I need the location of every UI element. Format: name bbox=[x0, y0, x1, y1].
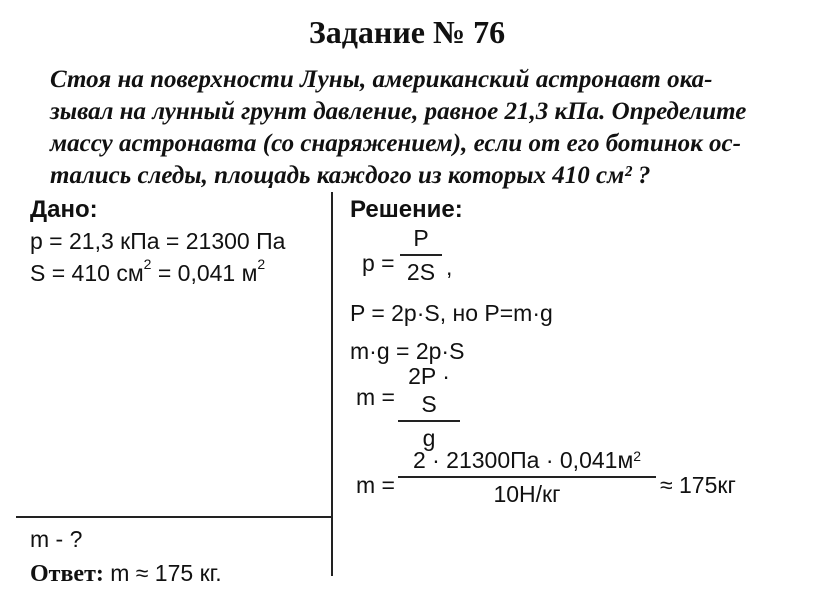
formula-4-denominator: g bbox=[422, 425, 436, 451]
formula-1-fraction bbox=[400, 224, 442, 286]
formula-5-result: ≈ 175кг bbox=[660, 472, 736, 498]
problem-text-line-3: массу астронавта (со снаряжением), если от его ботинок ос- bbox=[50, 130, 741, 157]
formula-5-fraction bbox=[398, 446, 656, 508]
formula-4-bar bbox=[398, 420, 460, 422]
formula-1-bar bbox=[400, 254, 442, 256]
formula-4-lhs: m = bbox=[356, 384, 395, 410]
formula-5-numerator-text: 2 · 21300Па · 0,041м bbox=[412, 447, 634, 473]
formula-3: m·g = 2p·S bbox=[350, 338, 465, 364]
formula-1-denominator: 2S bbox=[406, 259, 436, 285]
given-header: Дано: bbox=[30, 196, 98, 223]
given-area bbox=[30, 256, 266, 287]
problem-text-line-1: Стоя на поверхности Луны, американский астронавт ока- bbox=[50, 66, 713, 93]
formula-5-numerator bbox=[398, 446, 656, 474]
formula-1-numerator: P bbox=[413, 225, 429, 251]
given-area-exp-2: 2 bbox=[257, 256, 266, 272]
unknown-divider bbox=[16, 516, 332, 518]
formula-1-comma: , bbox=[446, 254, 453, 280]
problem-text-line-4: тались следы, площадь каждого из которых 410 см² ? bbox=[50, 162, 651, 189]
given-area-part-1: S = 410 см bbox=[30, 260, 144, 286]
given-pressure: p = 21,3 кПа = 21300 Па bbox=[30, 228, 286, 254]
formula-4-fraction bbox=[398, 362, 460, 452]
formula-5-denominator: 10Н/кг bbox=[493, 481, 561, 507]
formula-1-lhs: p = bbox=[362, 250, 395, 276]
given-area-part-2: = 0,041 м bbox=[151, 260, 258, 286]
answer-label: Ответ: bbox=[30, 561, 104, 587]
solution-header: Решение: bbox=[350, 196, 463, 223]
formula-5-numerator-exp: 2 bbox=[633, 448, 642, 464]
unknown-mass: m - ? bbox=[30, 526, 83, 552]
formula-5-lhs: m = bbox=[356, 472, 395, 498]
formula-2: P = 2p·S, но P=m·g bbox=[350, 300, 553, 326]
problem-title: Задание № 76 bbox=[308, 14, 506, 50]
formula-5-bar bbox=[398, 476, 656, 478]
answer-line bbox=[30, 560, 222, 588]
answer-value: m ≈ 175 кг. bbox=[103, 560, 222, 586]
given-area-exp-1: 2 bbox=[143, 256, 152, 272]
problem-text-line-2: зывал на лунный грунт давление, равное 21,3 кПа. Определите bbox=[50, 98, 747, 125]
formula-4-numerator: 2P · S bbox=[408, 363, 450, 417]
given-solution-divider bbox=[331, 192, 333, 576]
